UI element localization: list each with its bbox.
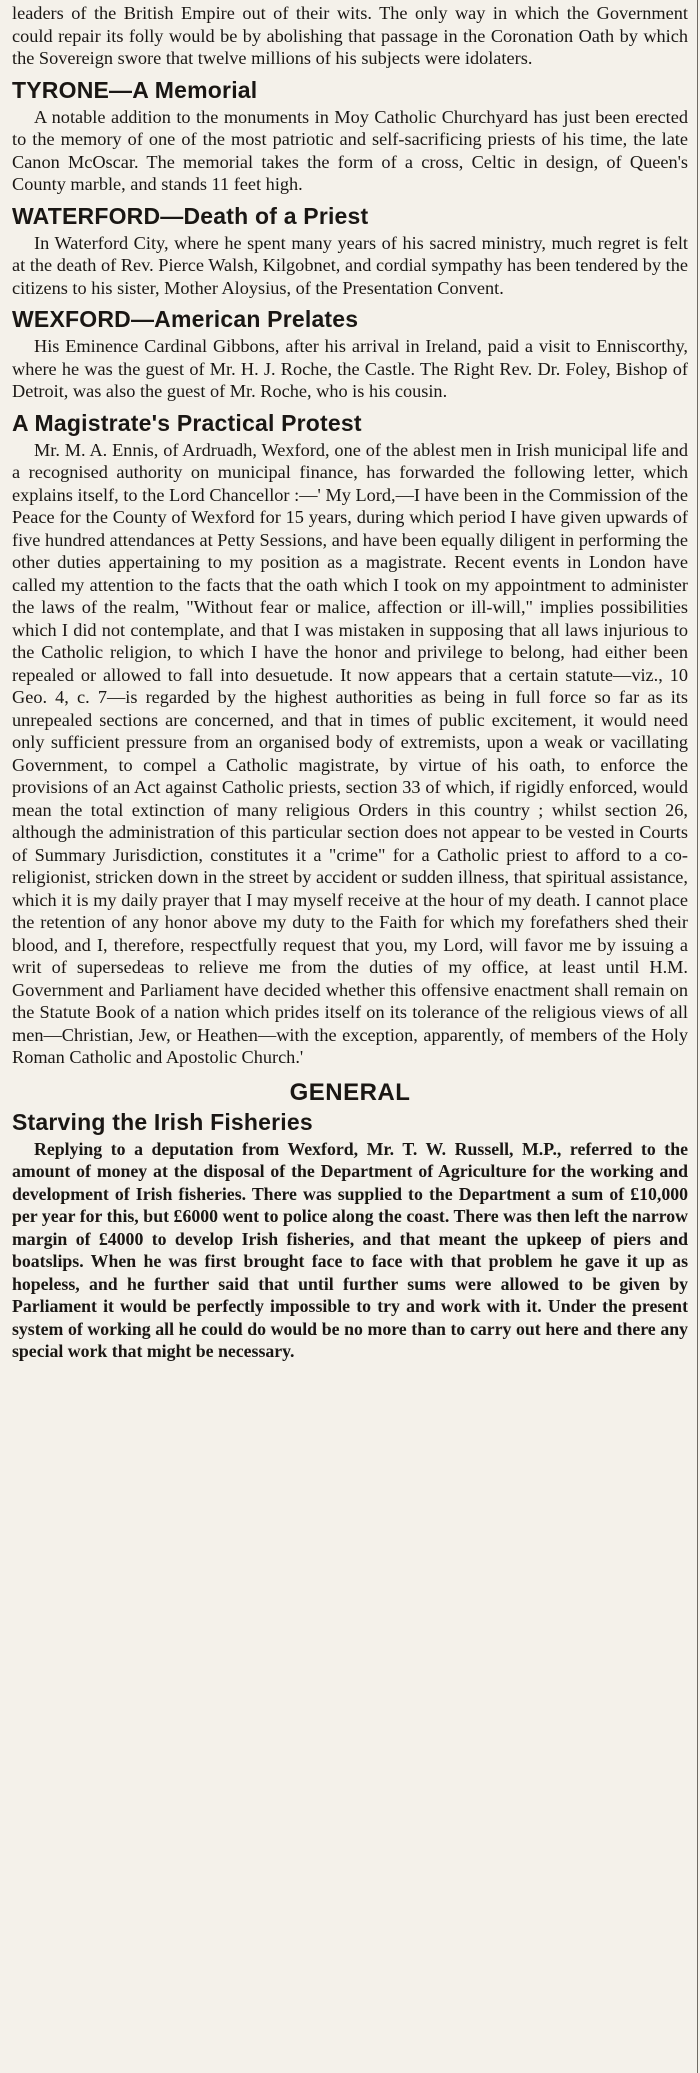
article-heading: Starving the Irish Fisheries (12, 1108, 313, 1135)
article-irish-fisheries (12, 1109, 688, 1363)
article-tyrone (12, 77, 688, 196)
article-body: Mr. M. A. Ennis, of Ardruadh, Wexford, one of the ablest men in Irish municipal life and a recognised authority on municipal finance, has forwarded the following letter, which explains itself, to the Lord Chancellor :—' My Lord,—I have been in the Commission of the Peace for the County of Wexford for 15 years, during which period I have given upwards of five hundred attendances at Petty Sessions, and have been equally diligent in performing the other duties appertaining to my position as a magistrate. Recent events in London have called my attention to the facts that the oath which I took on my appointment to administer the laws of the realm, "Without fear or malice, affection or ill-will," implies possibilities which I did not contemplate, and that I was mistaken in supposing that all laws injurious to the Catholic religion, to which I have the honor and privilege to belong, had either been repealed or allowed to fall into desuetude. It now appears that a certain statute—viz., 10 Geo. 4, c. 7—is regarded by the highest authorities as being in full force so far as its unrepealed sections are concerned, and that in times of public excitement, it would need only sufficient pressure from an organised body of extremists, upon a weak or vacillating Government, to compel a Catholic magistrate, by virtue of his oath, to enforce the provisions of an Act against Catholic priests, section 33 of which, if rigidly enforced, would mean the total extinction of many religious Orders in this country ; whilst section 26, although the administration of this particular section does not appear to be vested in Courts of Summary Jurisdiction, constitutes it a "crime" for a Catholic priest to afford to a co-religionist, stricken down in the street by accident or sudden illness, that spiritual assistance, which it is my daily prayer that I may myself receive at the hour of my death. I cannot place the retention of any honor above my duty to the Faith for which my forefathers shed their blood, and I, therefore, respectfully request that you, my Lord, will favor me by issuing a writ of supersedeas to relieve me from the duties of my office, at least until H.M. Government and Parliament have decided whether this offensive enactment shall remain on the Statute Book of a nation which prides itself on its tolerance of the religious views of all men—Christian, Jew, or Heathen—with the exception, apparently, of members of the Holy Roman Catholic and Apostolic Church.' (12, 439, 688, 1067)
article-body: His Eminence Cardinal Gibbons, after his arrival in Ireland, paid a visit to Enniscorthy, where he was the guest of Mr. H. J. Roche, the Castle. The Right Rev. Dr. Foley, Bishop of Detroit, was also the guest of Mr. Roche, who is his cousin. (12, 336, 688, 401)
section-heading-general: GENERAL (289, 1078, 411, 1106)
article-body: Replying to a deputation from Wexford, Mr. T. W. Russell, M.P., referred to the amount of money at the disposal of the Department of Agriculture for the working and development of Irish fisheries. There was supplied to the Department a sum of £10,000 per year for this, but £6000 went to police along the coast. There was then left the narrow margin of £4000 to develop Irish fisheries, and that meant the upkeep of piers and boatslips. When he was first brought face to face with that problem he gave it up as hopeless, and he further said that until further sums were allowed to be given by Parliament it would be perfectly impossible to try and work with it. Under the present system of working all he could do would be no more than to carry out here and there any special work that might be necessary. (12, 1138, 688, 1361)
article-heading: WATERFORD—Death of a Priest (12, 202, 369, 229)
article-waterford (12, 203, 688, 300)
article-wexford (12, 306, 688, 403)
article-body: A notable addition to the monuments in Moy Catholic Churchyard has just been erected to the memory of one of the most patriotic and self-sacrificing priests of his time, the late Canon McOscar. The memorial takes the form of a cross, Celtic in design, of Queen's County marble, and stands 11 feet high. (12, 106, 688, 194)
article-magistrate-protest (12, 410, 688, 1069)
intro-paragraph: leaders of the British Empire out of their wits. The only way in which the Government could repair its folly would be by abolishing that passage in the Coronation Oath by which the Sovereign swore that twelve millions of his subjects were idolaters. (12, 3, 688, 68)
column-rule (697, 0, 698, 2073)
article-heading: WEXFORD—American Prelates (12, 306, 359, 332)
article-heading: TYRONE—A Memorial (12, 76, 258, 103)
article-body: In Waterford City, where he spent many years of his sacred ministry, much regret is felt at the death of Rev. Pierce Walsh, Kilgobnet, and cordial sympathy has been tendered by the citizens to his sister, Mother Aloysius, of the Presentation Convent. (12, 232, 688, 298)
article-heading: A Magistrate's Practical Protest (12, 409, 362, 436)
